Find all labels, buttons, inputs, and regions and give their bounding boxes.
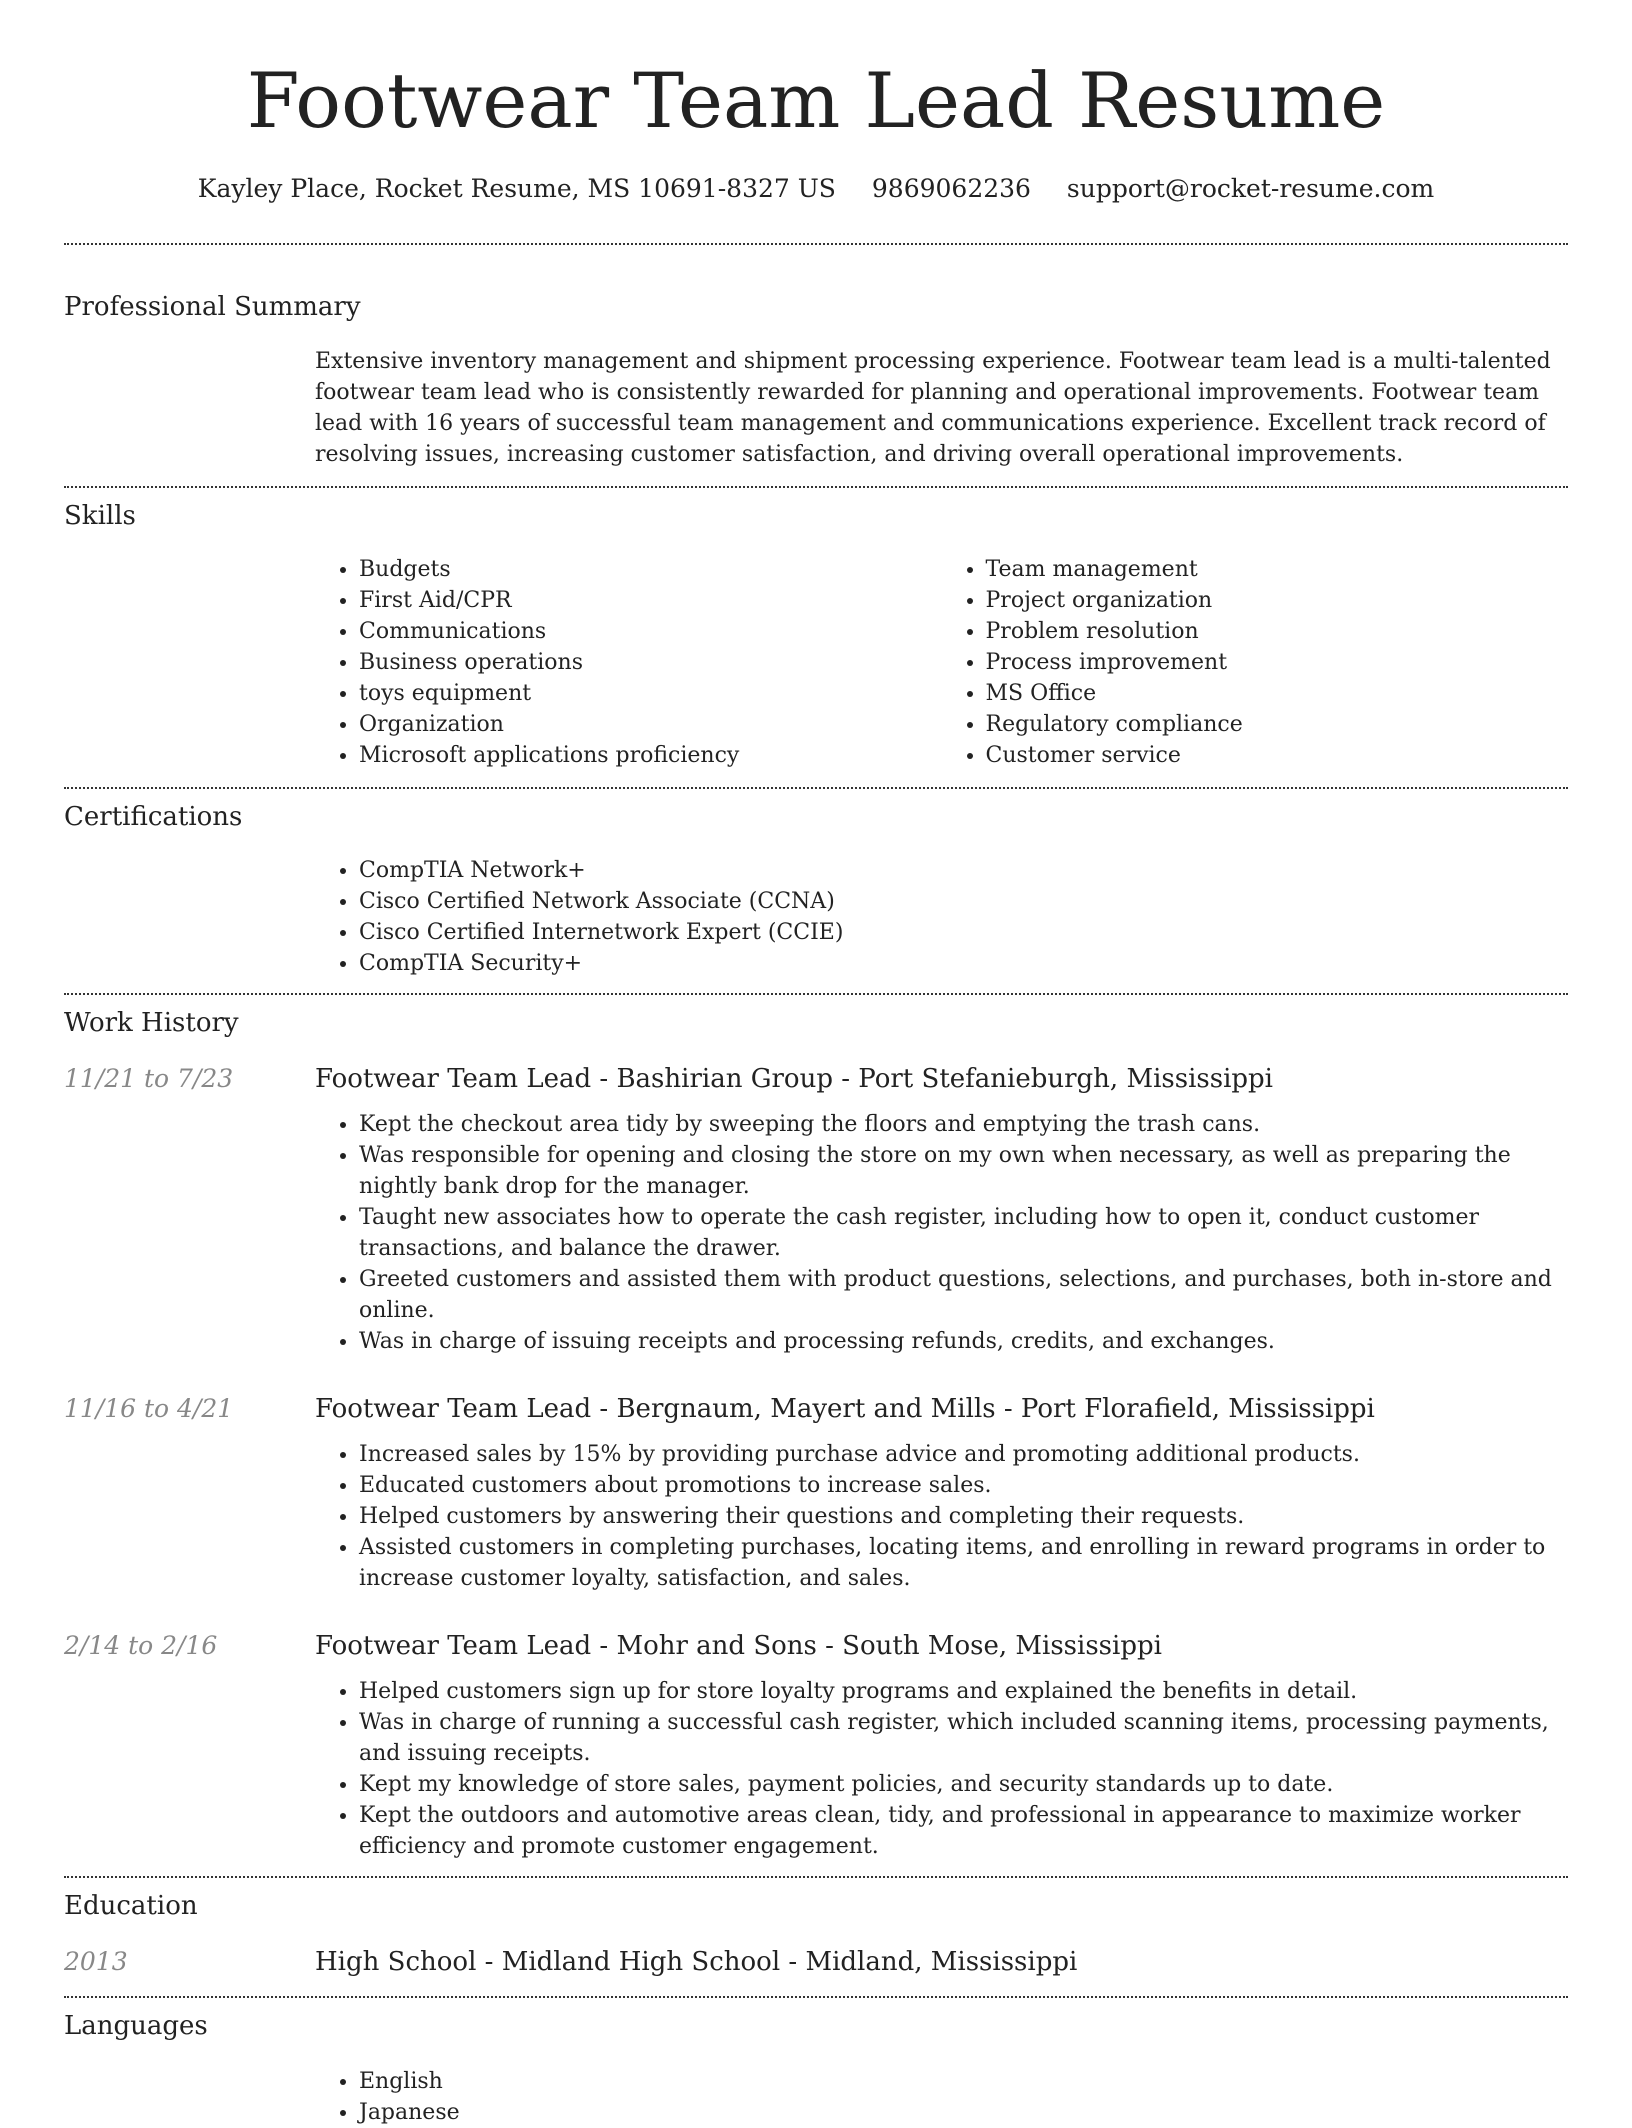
- certifications-list-wrap: [315, 855, 1568, 979]
- work-history-section: [64, 995, 1568, 1876]
- education-section: [64, 1878, 1568, 1996]
- job-entry: [64, 1391, 1568, 1594]
- section-title: Languages: [64, 2011, 208, 2041]
- languages-list-wrap: [315, 2066, 1568, 2128]
- languages-list: [315, 2066, 1568, 2128]
- job-entry: [64, 1061, 1568, 1357]
- job-title: Footwear Team Lead - Bashirian Group - Port Stefanieburgh, Mississippi: [315, 1064, 1274, 1094]
- certifications-list: [315, 855, 1568, 979]
- list-item: • Kept the checkout area tidy by sweeping the floors and emptying the trash cans.: [359, 1109, 1568, 1140]
- contact-email: support@rocket-resume.com: [1066, 174, 1435, 203]
- education-entry: [64, 1944, 1568, 1980]
- list-item: • toys equipment: [359, 678, 942, 709]
- list-item: • Customer service: [986, 740, 1569, 771]
- contact-phone: 9869062236: [871, 174, 1031, 203]
- list-item: • Helped customers sign up for store loyalty programs and explained the benefits in detail.: [359, 1676, 1568, 1707]
- list-item: • Was responsible for opening and closing the store on my own when necessary, as well as preparing the nightly bank drop for the manager.: [359, 1140, 1568, 1202]
- section-title: Certifications: [64, 802, 243, 832]
- section-title: Skills: [64, 501, 136, 531]
- job-dates: 2/14 to 2/16: [64, 1631, 218, 1660]
- list-item: • Microsoft applications proficiency: [359, 740, 942, 771]
- resume-page: [64, 0, 1568, 2128]
- job-duties: [315, 1109, 1568, 1357]
- job-title: Footwear Team Lead - Mohr and Sons - South Mose, Mississippi: [315, 1631, 1162, 1661]
- section-title: Education: [64, 1891, 198, 1921]
- list-item: • First Aid/CPR: [359, 585, 942, 616]
- list-item: • Communications: [359, 616, 942, 647]
- job-bullets: [315, 1676, 1568, 1862]
- list-item: • Team management: [986, 554, 1569, 585]
- skills-section: [64, 488, 1568, 787]
- list-item: • Cisco Certified Internetwork Expert (CCIE): [359, 917, 1568, 948]
- contact-line: [64, 172, 1568, 206]
- list-item: • Organization: [359, 709, 942, 740]
- certifications-section: [64, 789, 1568, 993]
- section-title: Professional Summary: [64, 292, 361, 322]
- summary-text: Extensive inventory management and shipment processing experience. Footwear team lead is a multi-talented footwear team lead who is consistently rewarded for planning and operational improvements. Footwear team lead with 16 years of successful team management and communications experience. Excellent track record of resolving issues, increasing customer satisfaction, and driving overall operational improvements.: [315, 349, 1551, 467]
- list-item: • Project organization: [986, 585, 1569, 616]
- job-dates: 11/16 to 4/21: [64, 1394, 234, 1423]
- languages-section: [64, 1998, 1568, 2128]
- contact-address: Kayley Place, Rocket Resume, MS 10691-8327 US: [197, 174, 836, 203]
- list-item: • Was in charge of running a successful cash register, which included scanning items, processing payments, and issuing receipts.: [359, 1707, 1568, 1769]
- list-item: • Was in charge of issuing receipts and processing refunds, credits, and exchanges.: [359, 1326, 1568, 1357]
- list-item: • CompTIA Security+: [359, 948, 1568, 979]
- list-item: • Taught new associates how to operate the cash register, including how to open it, conduct customer transactions, and balance the drawer.: [359, 1202, 1568, 1264]
- job-duties: [315, 1676, 1568, 1862]
- list-item: • Kept my knowledge of store sales, payment policies, and security standards up to date.: [359, 1769, 1568, 1800]
- section-title: Work History: [64, 1008, 239, 1038]
- list-item: • Kept the outdoors and automotive areas clean, tidy, and professional in appearance to maximize worker efficiency and promote customer engagement.: [359, 1800, 1568, 1862]
- summary-section: [64, 245, 1568, 486]
- list-item: • Budgets: [359, 554, 942, 585]
- list-item: • Business operations: [359, 647, 942, 678]
- job-bullets: [315, 1109, 1568, 1357]
- education-year: 2013: [64, 1947, 128, 1976]
- list-item: • Assisted customers in completing purchases, locating items, and enrolling in reward programs in order to increase customer loyalty, satisfaction, and sales.: [359, 1532, 1568, 1594]
- job-bullets: [315, 1439, 1568, 1594]
- job-entry: [64, 1628, 1568, 1862]
- skills-list-right: [942, 554, 1569, 771]
- list-item: • English: [359, 2066, 1568, 2097]
- list-item: • Regulatory compliance: [986, 709, 1569, 740]
- skills-columns: [315, 554, 1568, 771]
- list-item: • Process improvement: [986, 647, 1569, 678]
- list-item: • Cisco Certified Network Associate (CCNA): [359, 886, 1568, 917]
- list-item: • Helped customers by answering their questions and completing their requests.: [359, 1501, 1568, 1532]
- job-title: Footwear Team Lead - Bergnaum, Mayert and Mills - Port Florafield, Mississippi: [315, 1394, 1375, 1424]
- list-item: • Greeted customers and assisted them with product questions, selections, and purchases, both in-store and online.: [359, 1264, 1568, 1326]
- list-item: • Increased sales by 15% by providing purchase advice and promoting additional products.: [359, 1439, 1568, 1470]
- job-dates: 11/21 to 7/23: [64, 1064, 234, 1093]
- job-duties: [315, 1439, 1568, 1594]
- education-title: High School - Midland High School - Midland, Mississippi: [315, 1947, 1078, 1977]
- skills-list-left: [315, 554, 942, 771]
- list-item: • CompTIA Network+: [359, 855, 1568, 886]
- list-item: • Problem resolution: [986, 616, 1569, 647]
- list-item: • Japanese: [359, 2097, 1568, 2128]
- list-item: • Educated customers about promotions to increase sales.: [359, 1470, 1568, 1501]
- resume-title: Footwear Team Lead Resume: [246, 56, 1386, 145]
- list-item: • MS Office: [986, 678, 1569, 709]
